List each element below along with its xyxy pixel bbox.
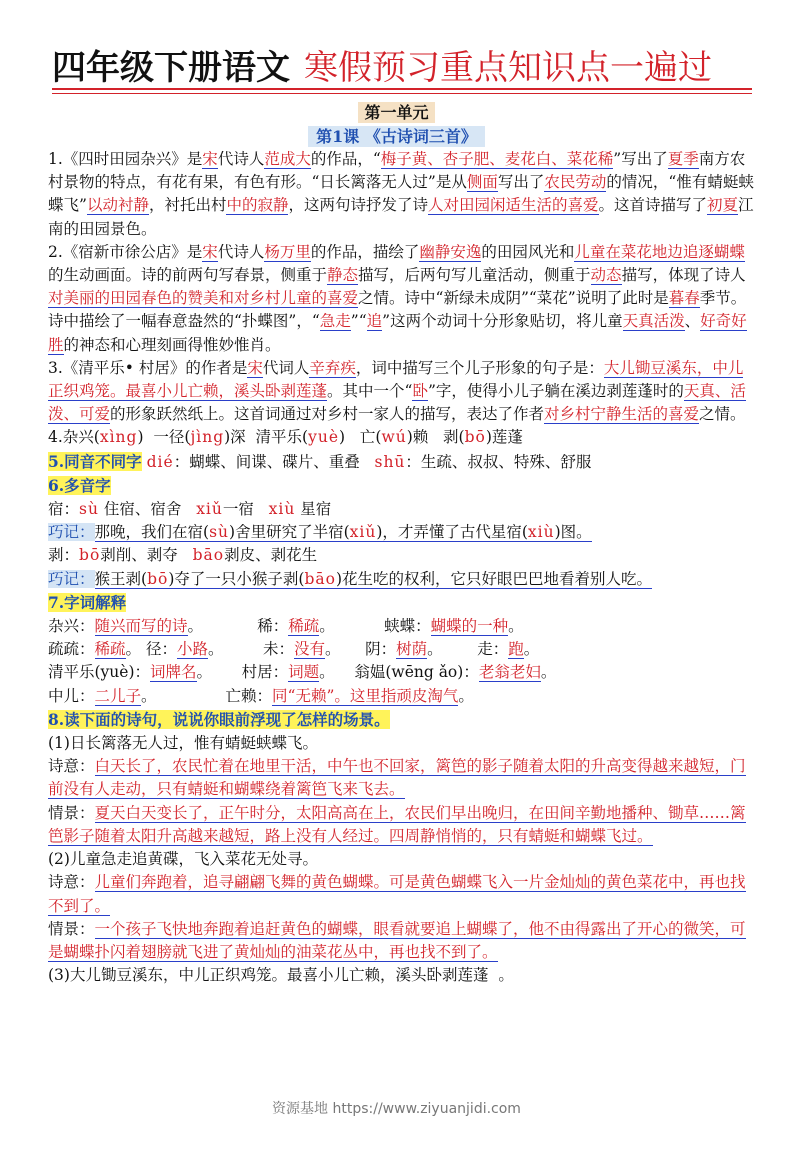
answer: 侧面 <box>466 173 498 192</box>
pinyin: xiù <box>268 500 296 519</box>
poem-scene-1 <box>48 802 758 848</box>
poem-scene-2 <box>48 918 758 964</box>
text: 剥削、剥夺 <box>100 546 178 565</box>
definition: 稀疏 <box>94 640 126 659</box>
answer: 动态 <box>590 266 622 285</box>
pinyin: sù <box>209 523 230 542</box>
header-rule <box>52 88 752 90</box>
definition: 没有 <box>293 640 325 659</box>
text: 住宿、宿舍 <box>103 500 182 519</box>
term: 中儿： <box>48 686 95 705</box>
pinyin: xiǔ <box>349 523 377 542</box>
text: 的神态和心理刻画得惟妙惟肖。 <box>63 335 281 354</box>
text: 。 <box>141 686 157 705</box>
pinyin: dié <box>146 452 174 471</box>
answer: 急走 <box>319 312 351 331</box>
answer: 天真、活泼、可爱 <box>48 382 746 424</box>
lesson-heading <box>0 124 793 147</box>
tip-label: 巧记： <box>48 569 95 588</box>
term: 翁媪(wēng ǎo)： <box>354 663 479 682</box>
answer: 宋 <box>247 358 263 377</box>
answer: 天真活泼 <box>622 312 685 331</box>
definition: 随兴而写的诗 <box>94 617 188 636</box>
answer: 追 <box>366 312 383 331</box>
poem-line-3 <box>48 964 758 987</box>
pinyin: xiù <box>527 523 555 542</box>
section-label: 7.字词解释 <box>48 592 127 612</box>
text: 宿： <box>48 500 80 519</box>
question-3 <box>48 357 758 427</box>
text: 写出了 <box>497 173 545 192</box>
answer: 幽静安逸 <box>419 242 482 261</box>
header-rule-thin <box>52 93 752 94</box>
answer: 人对田园闲适生活的喜爱 <box>428 196 599 215</box>
term: 蛱蝶： <box>384 617 431 636</box>
text: 。 <box>523 640 540 659</box>
answer: 宋 <box>202 150 218 168</box>
text: 亡( <box>359 428 382 447</box>
tip-label: 巧记： <box>48 523 95 542</box>
text: 2.《宿新市徐公店》是 <box>48 242 203 261</box>
text: 。 <box>125 640 142 659</box>
pinyin: wú <box>381 428 407 447</box>
definition: 老翁老妇 <box>478 663 541 682</box>
text: 那晚，我们在宿( <box>94 523 210 542</box>
term: 未： <box>262 640 294 659</box>
header-title-red: 寒假预习重点知识点一遍过 <box>304 48 712 88</box>
text: 一宿 <box>222 500 254 519</box>
text: 南方农村景物的特点，有花有果，有色有形。“日长篱落无人过”是从 <box>48 150 746 192</box>
question-2 <box>48 241 758 357</box>
term: 亡赖： <box>225 686 273 705</box>
answer: 静态 <box>327 266 359 285</box>
text: )花生吃的权利，它只好眼巴巴地看着别人吃。 <box>335 569 653 588</box>
text: ) <box>339 428 346 447</box>
term: 径： <box>145 640 177 659</box>
section-label: 8.读下面的诗句，说说你眼前浮现了怎样的场景。 <box>48 709 390 729</box>
text: 4. <box>48 428 63 447</box>
answer: 以动衬静 <box>86 196 149 215</box>
definition: 词题 <box>288 663 320 682</box>
polyphone-line-1 <box>48 498 758 521</box>
text: 的生动画面。诗的前两句写春景，侧重于 <box>48 266 328 285</box>
page-header <box>52 40 752 90</box>
term: 疏疏： <box>48 640 95 659</box>
text: 。 <box>196 663 213 682</box>
text: 。 <box>508 617 524 636</box>
text: ：蝴蝶、间谍、碟片、重叠 <box>173 452 360 471</box>
text: )图。 <box>554 523 592 542</box>
glossary-row-3 <box>48 661 758 684</box>
text: ”这两个动词十分形象贴切，将儿童 <box>382 312 623 331</box>
text: 星宿 <box>300 500 332 519</box>
text: 。 <box>319 617 335 636</box>
text: )深 <box>224 428 246 447</box>
lesson-label: 第1课 《古诗词三首》 <box>308 126 485 147</box>
glossary-row-4 <box>48 685 758 708</box>
text: ”“ <box>350 312 367 331</box>
answer: 夏季 <box>667 150 699 168</box>
term: 杂兴： <box>48 617 95 636</box>
definition: 小路 <box>177 640 209 659</box>
text: 的形象跃然纸上。这首词通过对乡村一家人的描写，表达了作者 <box>110 405 545 424</box>
definition: 跑 <box>508 640 524 659</box>
definition: 二儿子 <box>94 686 142 705</box>
pinyin: bāo <box>304 569 336 588</box>
definition: 蝴蝶的一种 <box>430 617 509 636</box>
text: ”字，使得小儿子躺在溪边剥莲蓬时的 <box>427 382 684 401</box>
polyphone-line-3 <box>48 544 758 567</box>
answer: 儿童在菜花地边追逐蝴蝶 <box>574 242 745 261</box>
answer: 农民劳动 <box>544 173 607 192</box>
text: 。其中一个“ <box>327 382 413 401</box>
text: 。 <box>458 686 474 705</box>
text: 。 <box>540 663 557 682</box>
text: 的田园风光和 <box>481 242 575 261</box>
pinyin: bō <box>79 546 101 565</box>
question-5 <box>48 450 758 474</box>
text: 、 <box>684 312 701 331</box>
pinyin: jìng <box>190 428 225 447</box>
glossary-row-2 <box>48 638 758 661</box>
answer: 夏天白天变长了，正午时分，太阳高高在上，农民们早出晚归，在田间辛勤地播种、锄草……篱笆影子随着太阳升高越来越短，路上没有人经过。四周静悄悄的，只有蜻蜓和蝴蝶飞过。 <box>48 803 746 845</box>
text: 。 <box>427 640 443 659</box>
answer: 辛弃疾 <box>309 358 356 377</box>
glossary-row-1 <box>48 615 758 638</box>
footer-watermark: 资源基地 https://www.ziyuanjidi.com <box>272 1101 521 1117</box>
pinyin: sù <box>79 500 99 519</box>
text: 剥： <box>48 546 80 565</box>
unit-label: 第一单元 <box>358 102 434 123</box>
polyphone-line-4 <box>48 568 758 591</box>
text: 猴王剥( <box>94 569 148 588</box>
term: 清平乐(yuè)： <box>48 663 151 682</box>
pinyin: bō <box>147 569 169 588</box>
answer: 好奇好胜 <box>48 312 747 354</box>
pinyin: bō <box>464 428 486 447</box>
answer: 中的寂静 <box>226 196 289 215</box>
question-7-label <box>48 591 758 615</box>
text: 描写，后两句写儿童活动，侧重于 <box>358 266 591 285</box>
text: ) <box>137 428 144 447</box>
poem-line-1: (1)日长篱落无人过，惟有蜻蜓蛱蝶飞。 <box>48 734 318 753</box>
key-label: 情景： <box>48 919 95 938</box>
text: 的情况，“惟有蜻蜓蛱蝶飞” <box>48 173 754 215</box>
term: 村居： <box>241 663 289 682</box>
pinyin: bāo <box>192 546 225 565</box>
definition: 稀疏 <box>288 617 320 636</box>
text: 代诗人 <box>217 150 265 168</box>
definition: 同“无赖”。这里指顽皮淘气 <box>272 686 459 705</box>
key-label: 诗意： <box>48 757 95 776</box>
header-title-black: 四年级下册语文 <box>52 48 290 88</box>
answer: 一个孩子飞快地奔跑着追赶黄色的蝴蝶，眼看就要追上蝴蝶了，他不由得露出了开心的微笑，可是蝴蝶扑闪着翅膀就飞进了黄灿灿的油菜花丛中，再也找不到了。 <box>48 919 746 961</box>
polyphone-line-2 <box>48 521 758 544</box>
answer: 卧 <box>412 382 428 401</box>
text: 江南的田园景色。 <box>48 196 754 238</box>
text: 季节。诗中描绘了一幅春意盎然的“扑蝶图”，“ <box>48 289 747 331</box>
answer: 大儿锄豆溪东，中儿正织鸡笼。最喜小儿亡赖，溪头卧剥莲蓬 <box>48 358 744 401</box>
text: 之情。 <box>699 405 746 424</box>
unit-heading <box>0 100 793 123</box>
text: 。 <box>208 640 224 659</box>
question-6-label <box>48 474 758 498</box>
text: )，才弄懂了古代星宿( <box>376 523 528 542</box>
content-body <box>48 148 758 987</box>
pinyin: xìng <box>99 428 138 447</box>
pinyin: shū <box>374 452 406 471</box>
text: 描写，体现了诗人 <box>621 266 746 285</box>
term: 走： <box>477 640 509 659</box>
text: 杂兴( <box>62 428 100 447</box>
question-8-label <box>48 708 758 732</box>
text: 。 <box>498 966 514 985</box>
question-4 <box>48 426 758 449</box>
answer: 宋 <box>202 242 218 261</box>
answer: 杨万里 <box>264 242 311 261</box>
key-label: 情景： <box>48 803 95 822</box>
text: 1.《四时田园杂兴》是 <box>48 150 203 168</box>
text: 。 <box>319 663 335 682</box>
answer: 暮春 <box>668 289 700 308</box>
definition: 词牌名 <box>150 663 197 682</box>
poem-meaning-2 <box>48 871 758 917</box>
section-label: 6.多音字 <box>48 475 111 495</box>
text: 的作品，描绘了 <box>310 242 420 261</box>
answer: 对美丽的田园春色的赞美和对乡村儿童的喜爱 <box>48 289 359 308</box>
text: 剥皮、剥花生 <box>224 546 318 565</box>
text: 清平乐( <box>255 428 309 447</box>
answer: 初夏 <box>707 196 739 215</box>
text: ，这两句诗抒发了诗 <box>288 196 428 215</box>
text: 3.《清平乐• 村居》的作者是 <box>48 358 248 377</box>
pinyin: yuè <box>308 428 340 447</box>
text: 剥( <box>443 428 465 447</box>
answer: 白天长了，农民忙着在地里干活，中午也不回家，篱笆的影子随着太阳的升高变得越来越短，门前没有人走动，只有蜻蜓和蝴蝶绕着篱笆飞来飞去。 <box>48 757 746 799</box>
text: ：生疏、叔叔、特殊、舒服 <box>405 452 592 471</box>
text: 一径( <box>153 428 191 447</box>
term: 稀： <box>257 617 289 636</box>
text: )舍里研究了半宿( <box>229 523 350 542</box>
pinyin: xiǔ <box>196 500 223 519</box>
answer: 范成大 <box>264 150 311 168</box>
text: 。 <box>187 617 204 636</box>
answer: 对乡村宁静生活的喜爱 <box>544 405 700 424</box>
text: )赖 <box>406 428 429 447</box>
text: (3)大儿锄豆溪东，中儿正织鸡笼。最喜小儿亡赖，溪头卧剥莲蓬 <box>48 966 489 985</box>
text: 代诗人 <box>217 242 265 261</box>
text: ，词中描写三个儿子形象的句子是： <box>355 358 604 377</box>
key-label: 诗意： <box>48 873 95 892</box>
poem-line-2: (2)儿童急走追黄碟，飞入菜花无处寻。 <box>48 850 318 869</box>
text: )夺了一只小猴子剥( <box>168 569 305 588</box>
question-1 <box>48 148 758 241</box>
term: 阴： <box>365 640 397 659</box>
text: ，衬托出村 <box>148 196 227 215</box>
answer: 儿童们奔跑着，追寻翩翩飞舞的黄色蝴蝶。可是黄色蝴蝶飞入一片金灿灿的黄色菜花中，再也找不到了。 <box>48 873 746 915</box>
text: 。这首诗描写了 <box>598 196 708 215</box>
poem-meaning-1 <box>48 755 758 801</box>
text: 的作品，“ <box>310 150 381 168</box>
text: 之情。诗中“新绿未成阴”“菜花”说明了此时是 <box>358 289 669 308</box>
section-label: 5.同音不同字 <box>48 451 142 471</box>
text: )莲蓬 <box>485 428 523 447</box>
text: 。 <box>324 640 341 659</box>
text: 代词人 <box>262 358 310 377</box>
text: ”写出了 <box>613 150 668 168</box>
definition: 树荫 <box>396 640 428 659</box>
answer: 梅子黄、杏子肥、麦花白、菜花稀 <box>380 150 614 168</box>
